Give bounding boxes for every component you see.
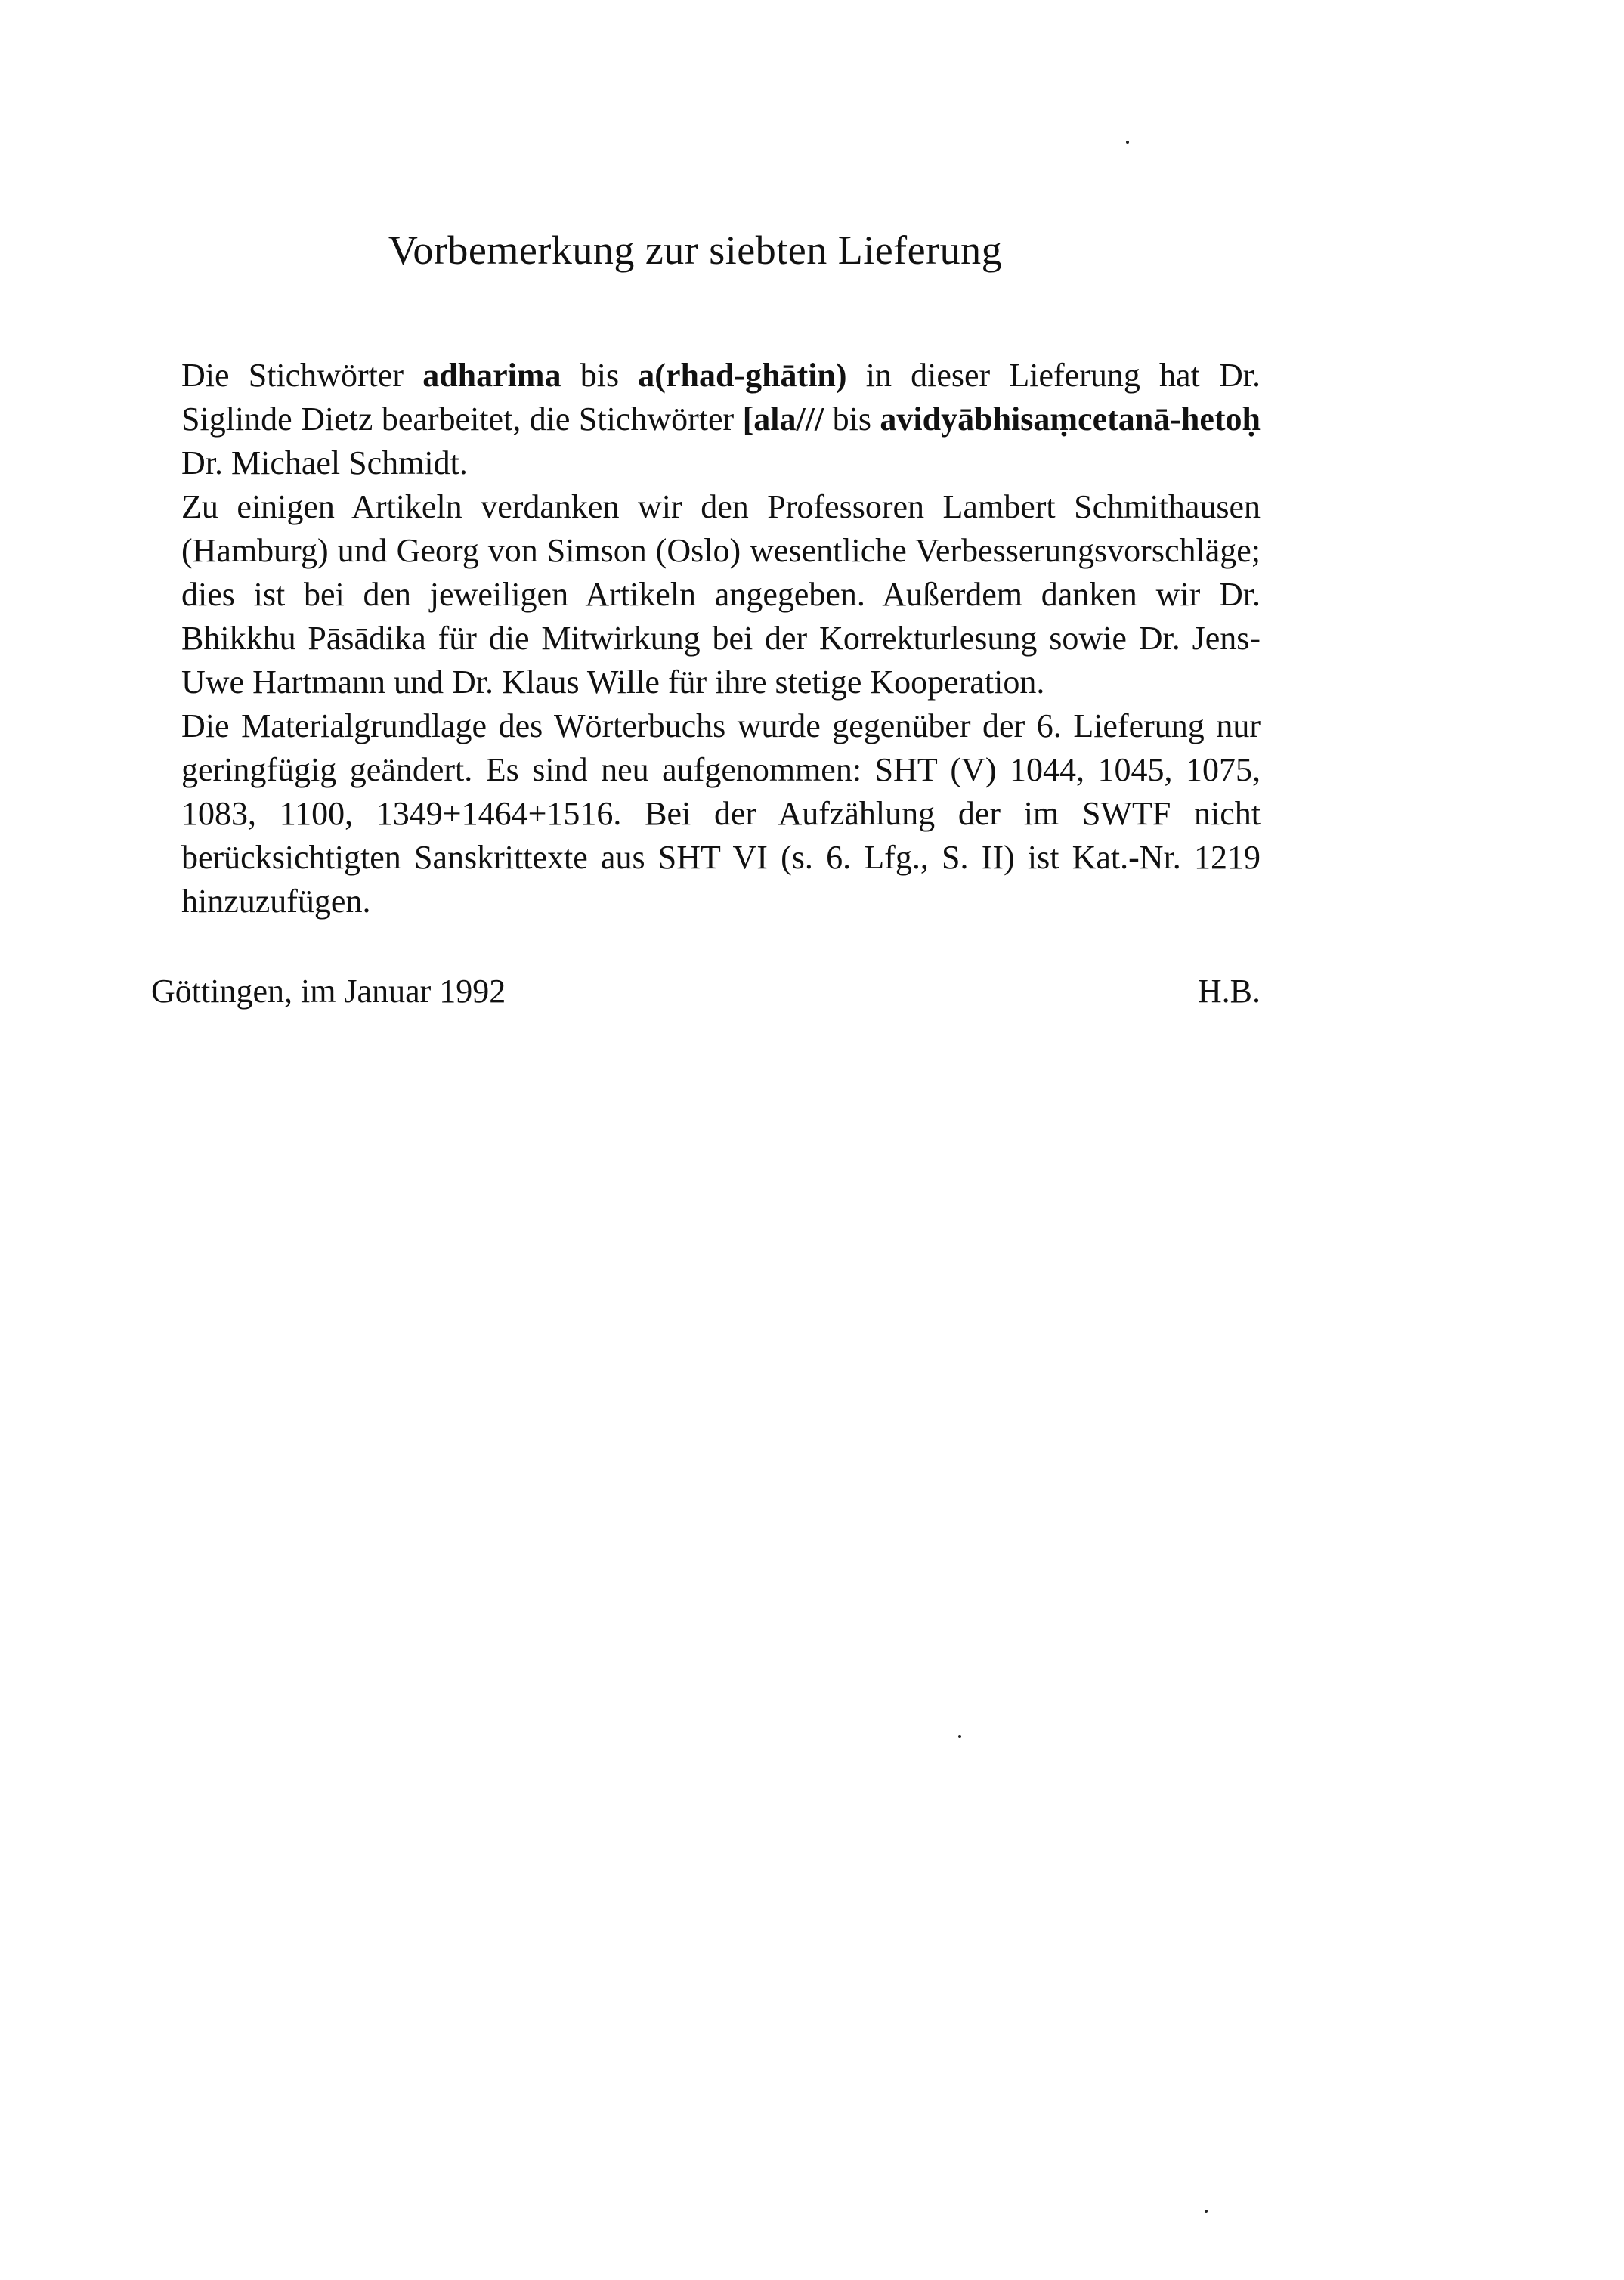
scan-speck	[958, 1735, 961, 1738]
paragraph-editors-text-1: Die Stichwörter	[181, 357, 423, 394]
paragraph-editors-text-5: Dr. Michael Schmidt.	[181, 444, 468, 481]
paragraph-editors-text-3: in dieser Lieferung hat Dr. Siglinde Dietz bearbeitet, die Stichwörter	[181, 357, 1261, 438]
scan-speck	[1205, 2210, 1208, 2213]
headword-adharima: adharima	[422, 357, 561, 394]
signature-line	[151, 972, 1261, 1010]
paragraph-acknowledgements: Zu einigen Artikeln verdanken wir den Professoren Lambert Schmithausen (Hamburg) und Georg von Simson (Oslo) wesentliche Verbesserungsvorschläge; dies ist bei den jeweiligen Artikeln angegeben. Außerdem danken wir Dr. Bhikkhu Pāsādika für die Mitwirkung bei der Korrekturlesung sowie Dr. Jens-Uwe Hartmann und Dr. Klaus Wille für ihre stetige Kooperation.	[181, 488, 1261, 701]
headword-avidyabhisamcetana: avidyābhisaṃcetanā-hetoḥ	[880, 401, 1261, 438]
paragraph-editors-text-2: bis	[561, 357, 639, 394]
page-title	[0, 227, 1390, 274]
paragraph-material-basis: Die Materialgrundlage des Wörterbuchs wurde gegenüber der 6. Lieferung nur geringfügig geändert. Es sind neu aufgenommen: SHT (V) 1044, 1045, 1075, 1083, 1100, 1349+1464+1516. Bei der Aufzählung der im SWTF nicht berücksichtigten Sanskrittexte aus SHT VI (s. 6. Lfg., S. II) ist Kat.-Nr. 1219 hinzuzufügen.	[181, 707, 1261, 920]
headword-arhad-ghatin: a(rhad-ghātin)	[638, 357, 847, 394]
headword-ala: [ala///	[742, 401, 824, 438]
paragraph-editors-text-4: bis	[824, 401, 880, 438]
paragraph-editors	[181, 354, 1261, 485]
preface-body	[181, 354, 1261, 923]
place-date: Göttingen, im Januar 1992	[151, 973, 506, 1010]
page-title-text: Vorbemerkung zur siebten Lieferung	[388, 227, 1003, 273]
scan-speck	[1126, 141, 1129, 144]
author-initials: H.B.	[1197, 973, 1261, 1010]
